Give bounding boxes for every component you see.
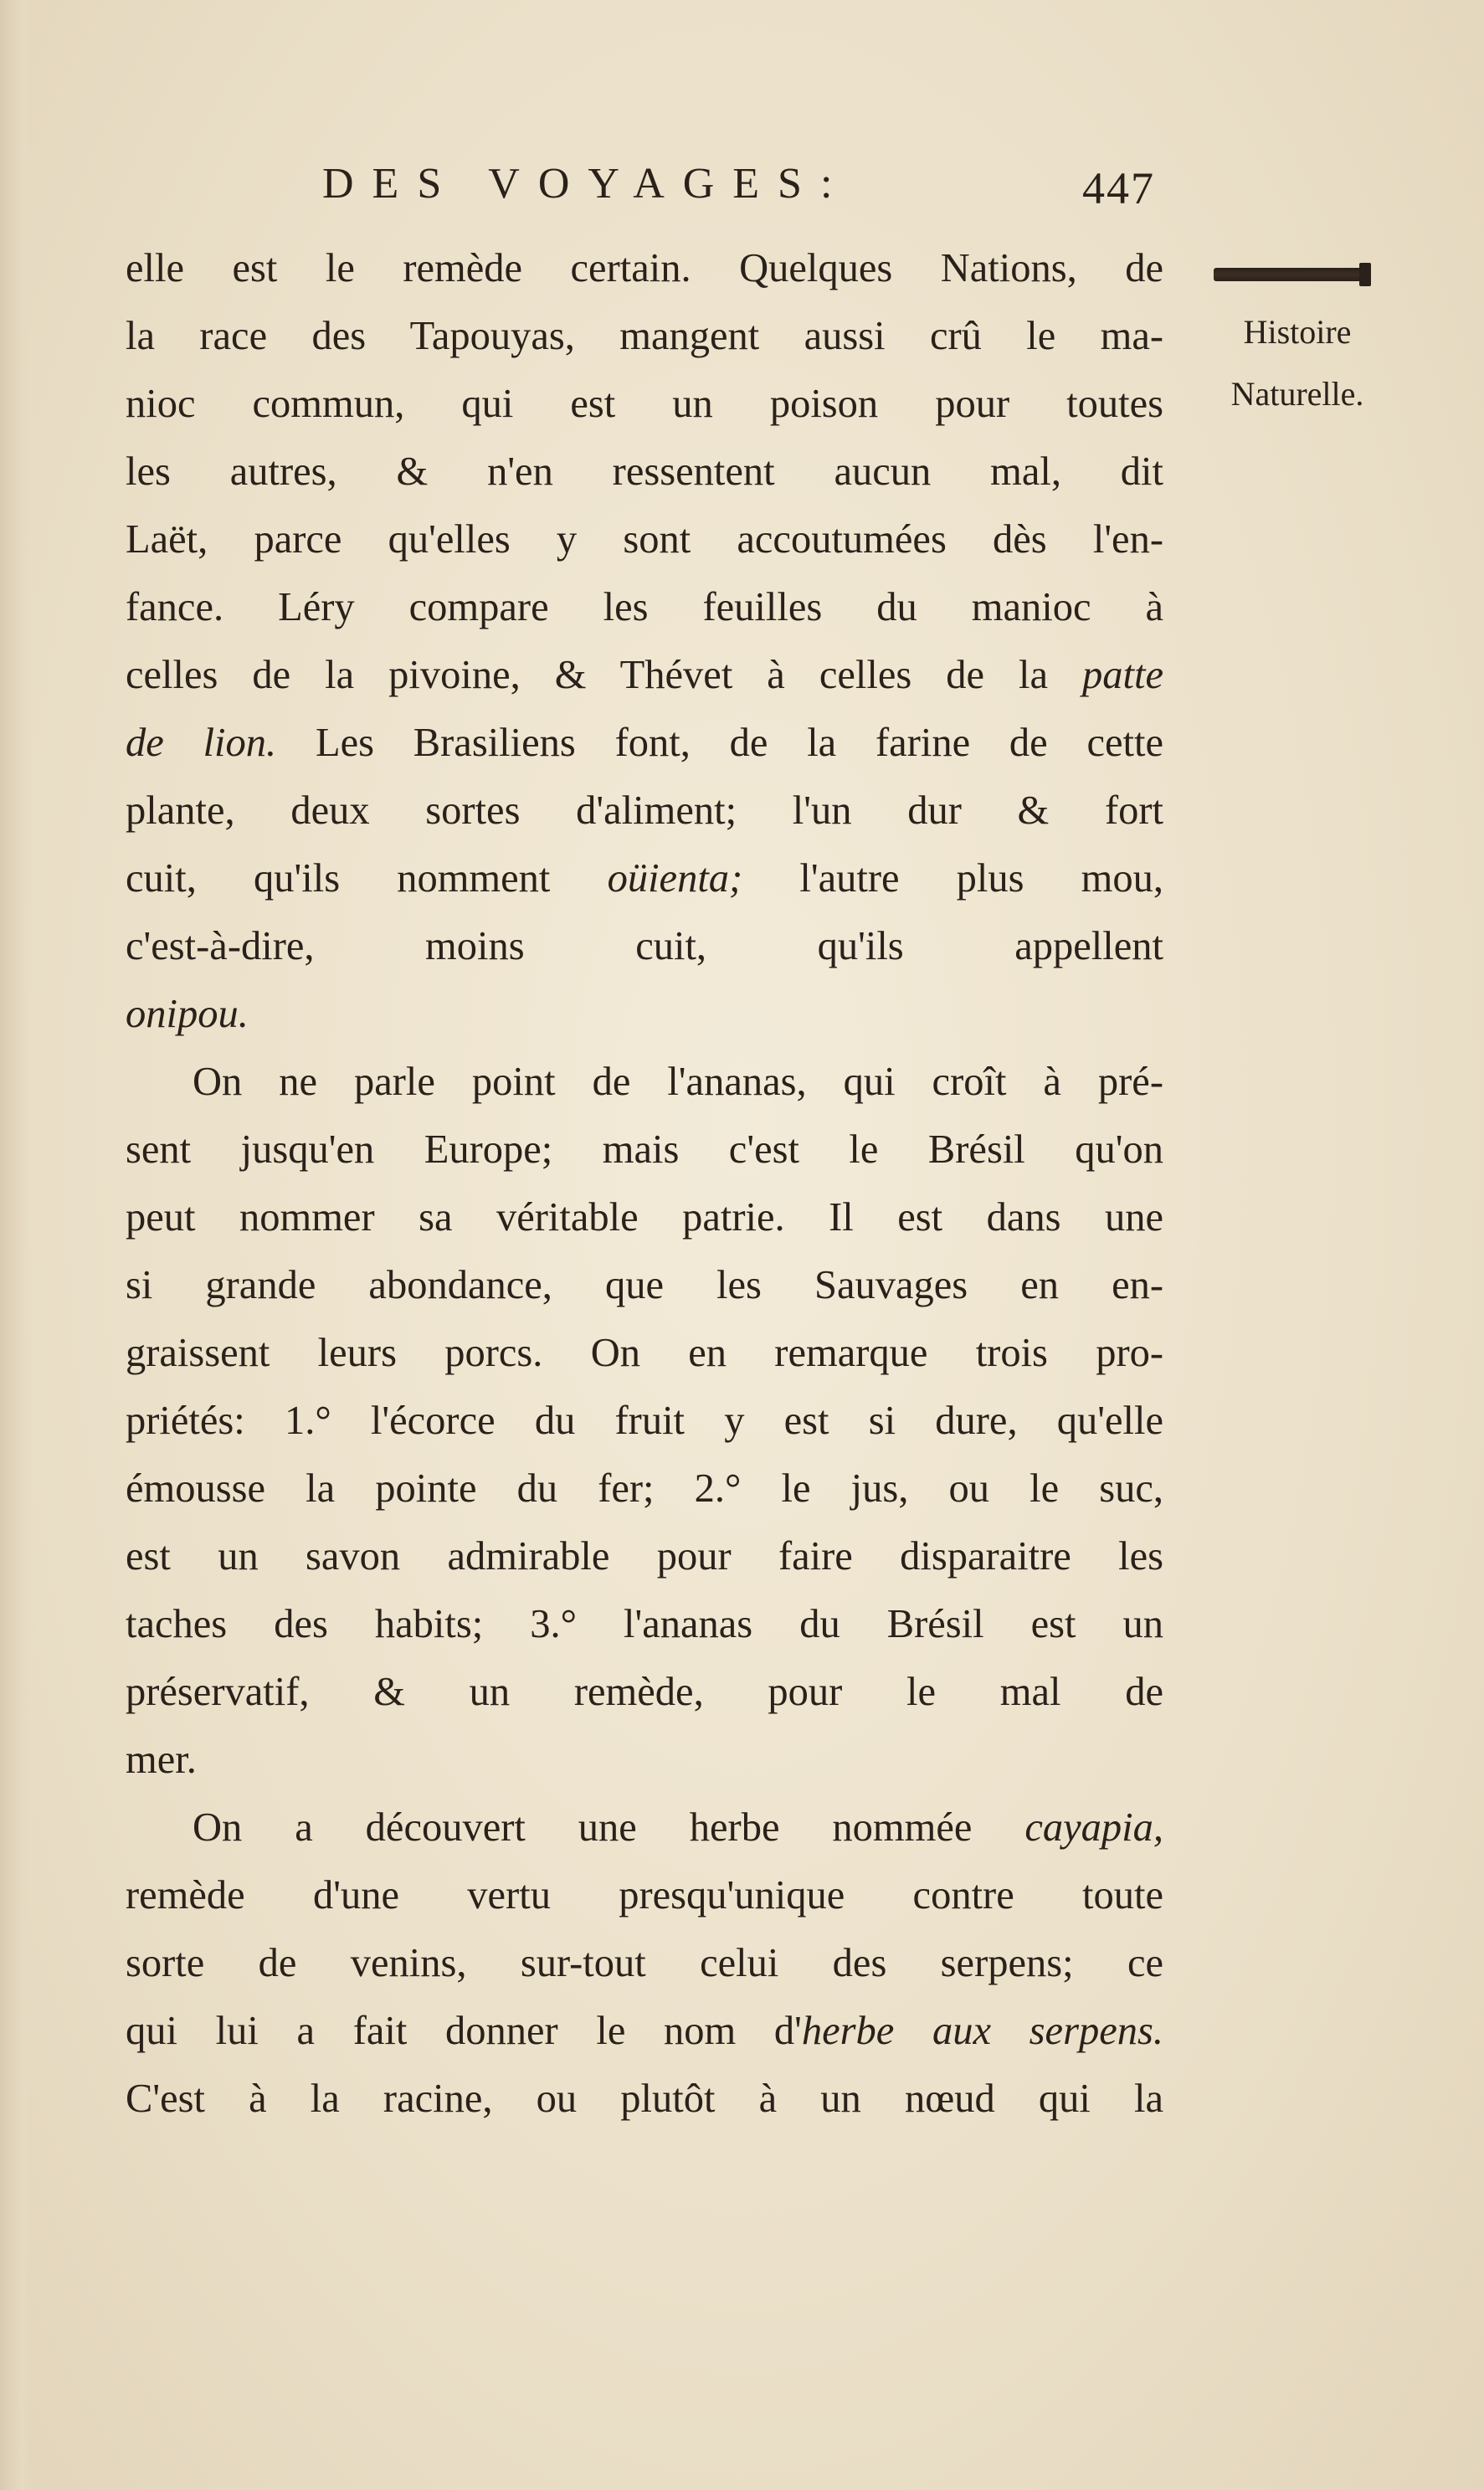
text-line: plante, deux sortes d'aliment; l'un dur & fort — [126, 788, 1163, 833]
text-line: la race des Tapouyas, mangent aussi crû le ma- — [126, 314, 1163, 358]
text-line: c'est-à-dire, moins cuit, qu'ils appellent — [126, 924, 1163, 968]
running-head: DES VOYAGES: — [322, 160, 851, 208]
text-line: sent jusqu'en Europe; mais c'est le Brésil qu'on — [126, 1127, 1163, 1172]
italic-term: de lion. — [126, 721, 277, 765]
page-header — [134, 151, 1189, 234]
text-line: remède d'une vertu presqu'unique contre toute — [126, 1873, 1163, 1918]
text-line — [126, 1997, 1163, 2065]
text-line: fance. Léry compare les feuilles du manioc à — [126, 585, 1163, 629]
italic-term: onipou. — [126, 992, 249, 1036]
marginal-note-line: Naturelle. — [1230, 375, 1364, 413]
text-line — [126, 980, 1163, 1048]
text-line: elle est le remède certain. Quelques Nations, de — [126, 246, 1163, 290]
text-segment: Les Brasiliens font, de la farine de cette — [315, 721, 1163, 765]
page-edge — [0, 0, 32, 2490]
text-line: les autres, & n'en ressentent aucun mal, dit — [126, 449, 1163, 494]
italic-term: patte — [1082, 653, 1163, 697]
text-line: priétés: 1.° l'écorce du fruit y est si dure, qu'elle — [126, 1399, 1163, 1443]
text-line: sorte de venins, sur-tout celui des serpens; ce — [126, 1941, 1163, 1985]
page-number: 447 — [1082, 163, 1155, 213]
text-line: peut nommer sa véritable patrie. Il est dans une — [126, 1195, 1163, 1240]
text-segment: celles de la pivoine, & Thévet à celles de la — [126, 653, 1049, 697]
italic-term: oüienta; — [607, 856, 743, 901]
body-text — [126, 234, 1163, 2133]
text-segment: qui lui a fait donner le nom d' — [126, 2009, 802, 2053]
text-line: si grande abondance, que les Sauvages en en- — [126, 1263, 1163, 1307]
text-line — [126, 845, 1163, 912]
marginal-note-line: Histoire — [1243, 313, 1352, 351]
text-line: préservatif, & un remède, pour le mal de — [126, 1670, 1163, 1714]
text-line: C'est à la racine, ou plutôt à un nœud qui la — [126, 2077, 1163, 2121]
text-line — [126, 641, 1163, 709]
marginal-note — [1172, 301, 1423, 425]
text-line: taches des habits; 3.° l'ananas du Brésil est un — [126, 1602, 1163, 1646]
text-line: On ne parle point de l'ananas, qui croît à pré- — [193, 1060, 1163, 1104]
text-line: nioc commun, qui est un poison pour toutes — [126, 382, 1163, 426]
text-line: émousse la pointe du fer; 2.° le jus, ou le suc, — [126, 1466, 1163, 1511]
text-line — [126, 709, 1163, 777]
text-line: est un savon admirable pour faire disparaitre les — [126, 1534, 1163, 1579]
text-line: mer. — [126, 1738, 197, 1782]
italic-term: cayapia, — [1024, 1805, 1163, 1850]
text-line: Laët, parce qu'elles y sont accoutumées dès l'en- — [126, 517, 1163, 562]
marginal-rule — [1214, 268, 1364, 281]
text-segment: cuit, qu'ils nomment — [126, 856, 551, 901]
text-segment: On a découvert une herbe nommée — [193, 1805, 973, 1850]
text-line: graissent leurs porcs. On en remarque trois pro- — [126, 1331, 1163, 1375]
italic-term: herbe aux serpens. — [801, 2009, 1163, 2053]
text-line — [126, 1794, 1163, 1861]
text-segment: l'autre plus mou, — [799, 856, 1163, 901]
